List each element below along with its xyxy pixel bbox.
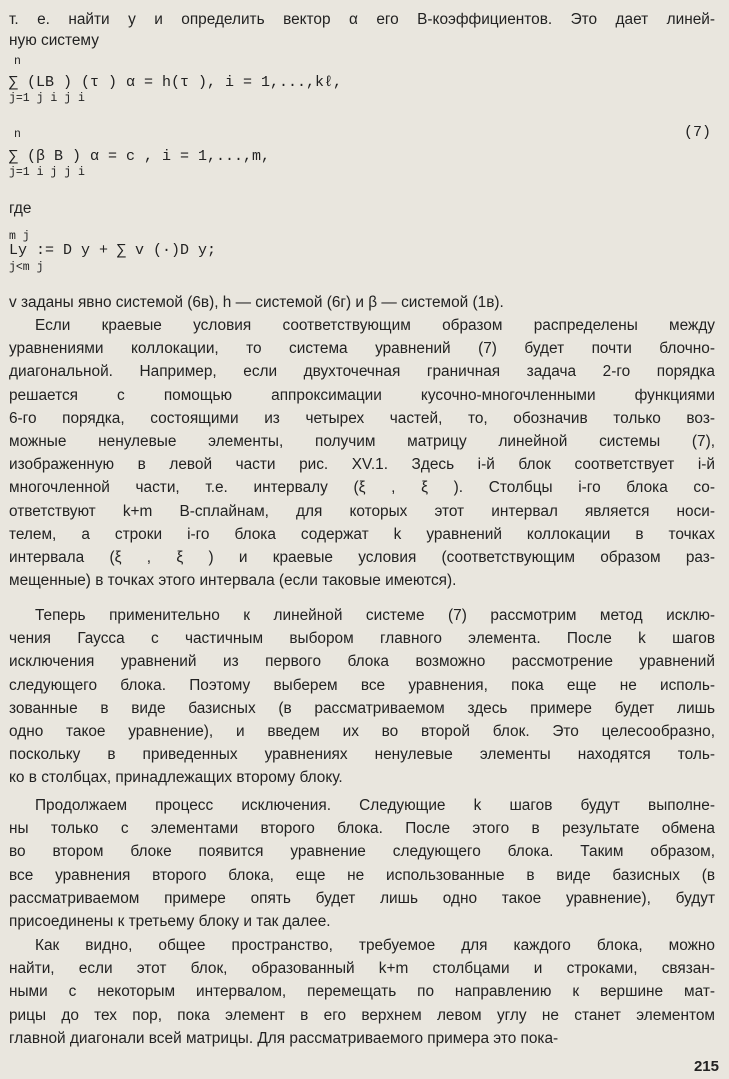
paragraph-1-line-9: ответствуют k+m В-сплайнам, для которых этот интервал является носи- [9,502,715,520]
paragraph-2-line-8: ко в столбцах, принадлежащих второму блоку. [9,769,343,787]
paragraph-1-line-10: телем, а строки i-го блока содержат k уравнений коллокации в точках [9,525,715,543]
paragraph-3-line-1: Продолжаем процесс исключения. Следующие k шагов будут выполне- [35,797,715,814]
paragraph-2-line-4: следующего блока. Поэтому выберем все уравнения, пока еще не исполь- [9,676,715,694]
paragraph-4-line-5: главной диагонали всей матрицы. Для рассматриваемого примера это пока- [9,1029,559,1047]
paragraph-4-line-1: Как видно, общее пространство, требуемое для каждого блока, можно [35,937,715,954]
paragraph-3-line-3: во втором блоке появится уравнение следующего блока. Таким образом, [9,843,715,861]
eq2-body: ∑ (β B ) α = c , i = 1,...,m, [9,148,271,165]
intro-line-1: т. е. найти y и определить вектор α его В-коэффициентов. Это дает линей- [9,11,715,28]
intro-line-2: ную систему [9,32,99,49]
equation-number: (7) [683,124,711,141]
page-number: 215 [693,1058,719,1075]
paragraph-3-line-5: рассматриваемом примере опять будет лишь одно такое уравнение), будут [9,889,715,907]
paragraph-1-line-3: диагональной. Например, если двухточечная граничная задача 2-го порядка [9,363,715,381]
paragraph-2-line-3: исключения уравнений из первого блока возможно рассмотрение уравнений [9,653,715,671]
paragraph-1-line-5: 6-го порядка, состоящими из четырех частей, то, обозначив только воз- [9,409,715,427]
paragraph-4-line-3: ными с некоторым интервалом, перемещать по направлению к вершине мат- [9,983,715,1001]
paragraph-2-line-1: Теперь применительно к линейной системе (7) рассмотрим метод исклю- [35,607,715,624]
paragraph-1-line-12: мещенные) в точках этого интервала (если таковые имеются). [9,572,457,590]
operator-superscripts: m j [9,230,30,243]
eq2-subscripts: j=1 i j j i [9,166,85,179]
eq1-body: ∑ (LB ) (τ ) α = h(τ ), i = 1,...,kℓ, [9,74,343,91]
paragraph-2-line-6: одно такое уравнение), и введем их во второй блок. Это целесообразно, [9,723,715,740]
operator-definition: Ly := D y + ∑ v (·)D y; [9,242,217,259]
eq2-upper-limit: n [14,128,21,141]
eq1-subscripts: j=1 j i j i [9,92,85,105]
definitions-line: v заданы явно системой (6в), h — системой (6г) и β — системой (1в). [9,294,504,311]
paragraph-1-line-8: многочленной части, т.е. интервалу (ξ , ξ ). Столбцы i-го блока со- [9,479,715,497]
paragraph-1-line-4: решается с помощью аппроксимации кусочно-многочленными функциями [9,386,715,404]
paragraph-4-line-2: найти, если этот блок, образованный k+m столбцами и строками, связан- [9,960,715,978]
paragraph-1-line-11: интервала (ξ , ξ ) и краевые условия (соответствующим образом раз- [9,549,715,566]
paragraph-1-line-2: уравнениями коллокации, то система уравнений (7) будет почти блочно- [9,340,715,358]
paragraph-4-line-4: рицы до тех пор, пока элемент в его верхнем левом углу не станет элементом [9,1006,715,1024]
eq1-upper-limit: n [14,55,21,68]
where-label: где [9,200,32,217]
paragraph-3-line-4: все уравнения второго блока, еще не использованные в виде базисных (в [9,866,715,884]
paragraph-2-line-2: чения Гаусса с частичным выбором главного элемента. После k шагов [9,630,715,648]
paragraph-3-line-6: присоединены к третьему блоку и так далее. [9,913,331,930]
paragraph-1-line-7: изображенную в левой части рис. XV.1. Здесь i-й блок соответствует i-й [9,456,715,474]
paragraph-1-line-1: Если краевые условия соответствующим образом распределены между [35,317,715,334]
operator-subscripts: j<m j [9,261,44,274]
paragraph-1-line-6: можные ненулевые элементы, получим матрицу линейной системы (7), [9,433,715,450]
paragraph-3-line-2: ны только с элементами второго блока. После этого в результате обмена [9,820,715,838]
paragraph-2-line-7: поскольку в приведенных уравнениях ненулевые элементы находятся толь- [9,746,715,764]
paragraph-2-line-5: зованные в виде базисных (в рассматриваемом здесь примере будет лишь [9,699,715,717]
